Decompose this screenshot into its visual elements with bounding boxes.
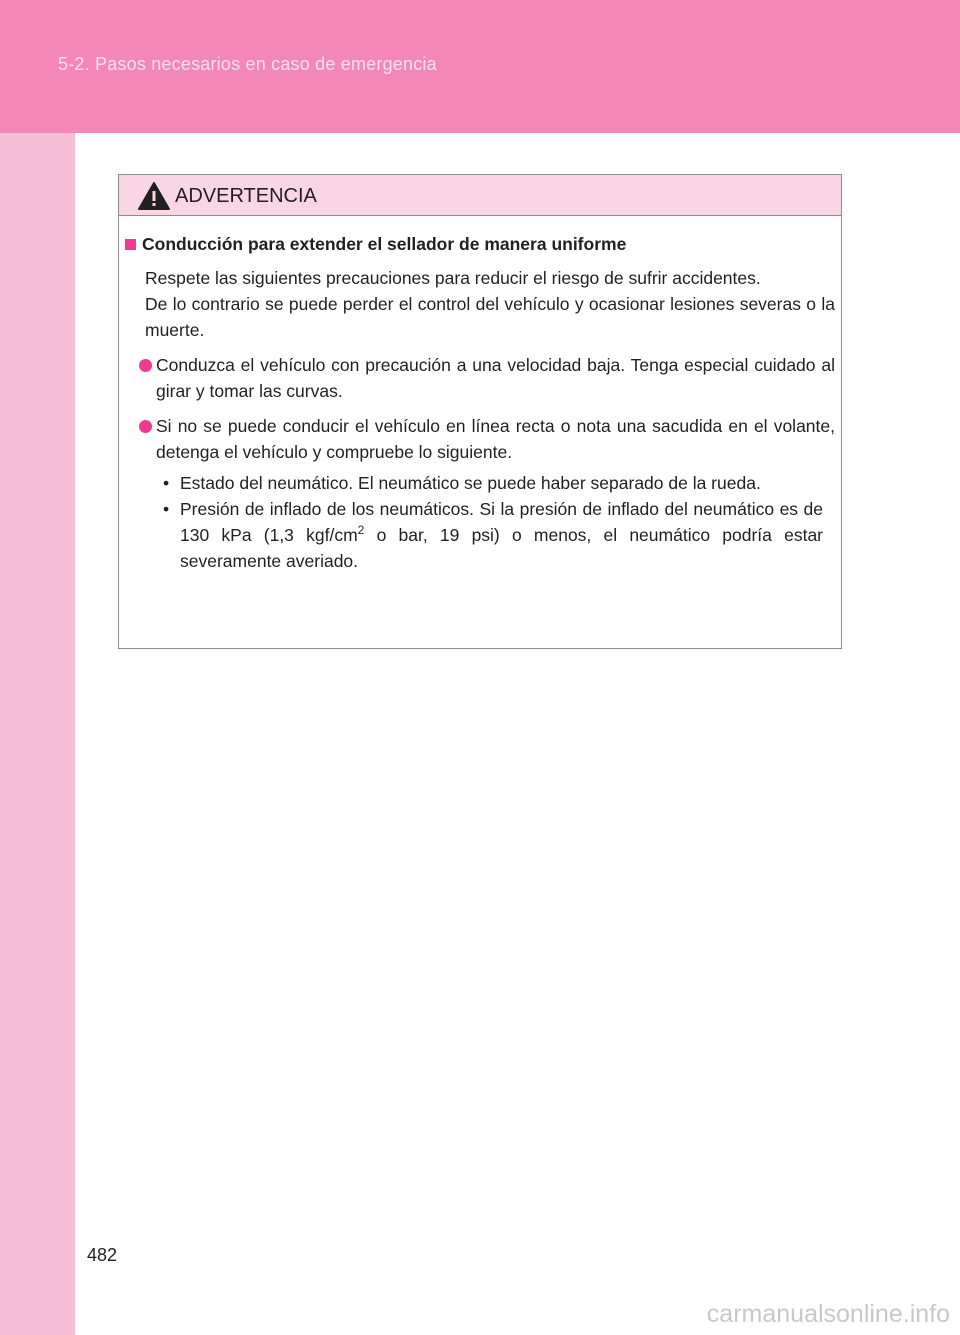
sub-list-item-text: Estado del neumático. El neumático se puede haber separado de la rueda. <box>180 473 761 493</box>
watermark: carmanualsonline.info <box>706 1300 950 1328</box>
warning-box <box>118 174 842 649</box>
intro-line-1: Respete las siguientes precauciones para reducir el riesgo de sufrir accidentes. <box>145 268 761 288</box>
intro-paragraph <box>145 265 835 343</box>
list-item <box>139 413 835 465</box>
square-bullet-icon <box>125 239 136 250</box>
superscript-two: 2 <box>357 523 365 538</box>
side-band <box>0 133 75 1335</box>
warning-heading-text: Conducción para extender el sellador de manera uniforme <box>142 234 627 254</box>
warning-title: ADVERTENCIA <box>175 185 317 207</box>
dot-bullet: • <box>163 473 170 493</box>
warning-heading <box>125 231 835 257</box>
sub-list <box>163 470 823 574</box>
list-item-text: Si no se puede conducir el vehículo en línea recta o nota una sacudida en el volante, detenga el vehículo y compruebe lo siguiente. <box>156 416 835 462</box>
pressure-text-post: o bar, 19 psi) o menos, el neumático podría estar severamente averiado. <box>180 525 823 571</box>
list-item-text: Conduzca el vehículo con precaución a una velocidad baja. Tenga especial cuidado al girar y tomar las curvas. <box>156 355 835 401</box>
pressure-text-pre: Presión de inflado de los neumáticos. Si la presión de inflado del neumático es de 130 kPa (1,3 kgf/cm <box>180 499 823 545</box>
warning-triangle-icon <box>137 181 171 211</box>
sub-list-item-text <box>180 496 823 574</box>
circle-bullet-icon <box>139 359 152 372</box>
intro-line-2: De lo contrario se puede perder el control del vehículo y ocasionar lesiones severas o la muerte. <box>145 294 835 340</box>
dot-bullet: • <box>163 499 170 519</box>
warning-header <box>119 175 841 216</box>
circle-bullet-icon <box>139 420 152 433</box>
sub-list-item <box>163 496 823 574</box>
section-title: 5-2. Pasos necesarios en caso de emergencia <box>58 54 437 74</box>
list-item <box>139 352 835 404</box>
warning-content <box>125 231 835 574</box>
sub-list-item <box>163 470 823 496</box>
page-number: 482 <box>87 1245 118 1265</box>
